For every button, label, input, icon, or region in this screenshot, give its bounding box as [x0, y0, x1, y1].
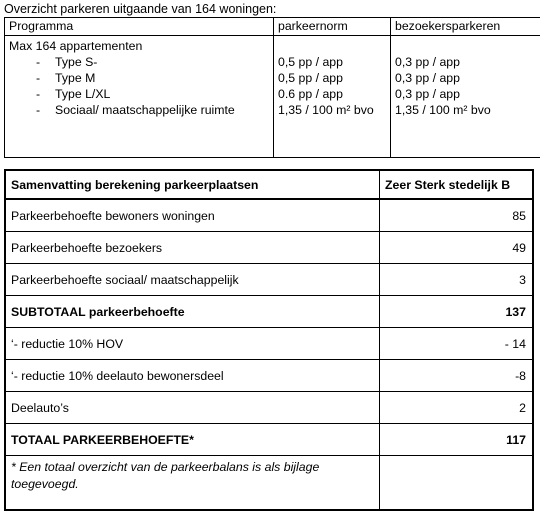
- row-label: Parkeerbehoefte bewoners woningen: [5, 199, 380, 232]
- row-value: 3: [380, 264, 534, 296]
- header-bezoekersparkeren: bezoekersparkeren: [391, 18, 540, 36]
- row-value: 2: [380, 392, 534, 424]
- list-item: - Type L/XL: [9, 86, 273, 102]
- footnote: * Een totaal overzicht van de parkeerbalans is als bijlage toegevoegd.: [5, 456, 380, 511]
- summary-header-row: [5, 170, 533, 199]
- table-row: [5, 360, 533, 392]
- row-label: SUBTOTAAL parkeerbehoefte: [5, 296, 380, 328]
- parking-norm-table: [4, 17, 540, 158]
- visitor-value: 1,35 / 100 m² bvo: [395, 102, 540, 118]
- norm-value: 0,5 pp / app: [278, 70, 390, 86]
- parking-summary-table: [4, 169, 534, 511]
- norm-table-body-row: [5, 36, 540, 158]
- header-programma: Programma: [5, 18, 274, 36]
- subtotal-row: [5, 296, 533, 328]
- row-value: 85: [380, 199, 534, 232]
- norm-value: 1,35 / 100 m² bvo: [278, 102, 378, 118]
- parkeernorm-cell: [274, 36, 391, 158]
- norm-table-header-row: [5, 18, 540, 36]
- row-value: -8: [380, 360, 534, 392]
- row-label: Parkeerbehoefte bezoekers: [5, 232, 380, 264]
- table-row: [5, 328, 533, 360]
- row-label: ‘- reductie 10% HOV: [5, 328, 380, 360]
- norm-value: 0.6 pp / app: [278, 86, 390, 102]
- row-value: - 14: [380, 328, 534, 360]
- total-row: [5, 424, 533, 456]
- row-value: 137: [380, 296, 534, 328]
- summary-header-right: Zeer Sterk stedelijk B: [380, 170, 534, 199]
- caption: Overzicht parkeren uitgaande van 164 woningen:: [4, 2, 276, 17]
- row-label: ‘- reductie 10% deelauto bewonersdeel: [5, 360, 380, 392]
- visitor-value: 0,3 pp / app: [395, 86, 540, 102]
- header-parkeernorm: parkeernorm: [274, 18, 391, 36]
- table-row: [5, 392, 533, 424]
- row-label: Deelauto’s: [5, 392, 380, 424]
- table-row: [5, 232, 533, 264]
- list-item: - Sociaal/ maatschappelijke ruimte: [9, 102, 273, 118]
- table-row: [5, 264, 533, 296]
- row-label: TOTAAL PARKEERBEHOEFTE*: [5, 424, 380, 456]
- visitor-value: 0,3 pp / app: [395, 54, 540, 70]
- programma-cell: [5, 36, 274, 158]
- group-title: Max 164 appartementen: [9, 38, 273, 54]
- footnote-empty-cell: [380, 456, 534, 511]
- row-value: 117: [380, 424, 534, 456]
- summary-header-left: Samenvatting berekening parkeerplaatsen: [5, 170, 380, 199]
- bezoekers-cell: [391, 36, 540, 158]
- visitor-value: 0,3 pp / app: [395, 70, 540, 86]
- list-item: - Type M: [9, 70, 273, 86]
- norm-value: 0,5 pp / app: [278, 54, 390, 70]
- row-value: 49: [380, 232, 534, 264]
- table-row: [5, 199, 533, 232]
- row-label: Parkeerbehoefte sociaal/ maatschappelijk: [5, 264, 380, 296]
- list-item: - Type S-: [9, 54, 273, 70]
- footnote-row: [5, 456, 533, 511]
